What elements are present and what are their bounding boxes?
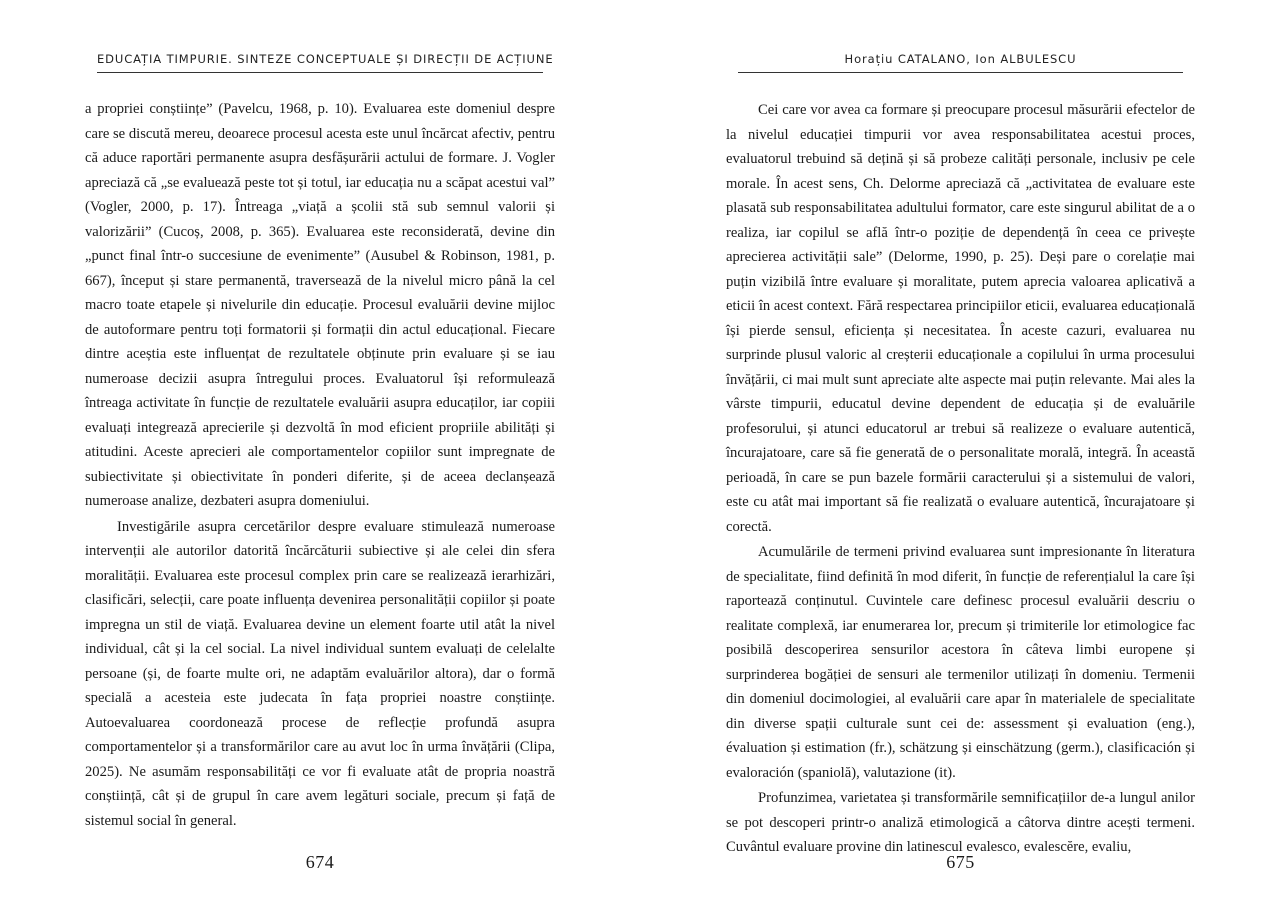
paragraph: Profunzimea, varietatea și transformările semnificațiilor de-a lungul anilor se pot descoperi printr-o analiză etimologică a câtorva dintre acești termeni. Cuvântul evaluare provine din latinescul evalesco, evalescĕre, evaliu, bbox=[726, 790, 1195, 855]
paragraph: Acumulările de termeni privind evaluarea sunt impresionante în literatura de specialitate, fiind definită în mod diferit, în funcție de referențialul la care își raportează conținutul. Cuvintele care definesc procesul evaluării descriu o realitate complexă, iar enumerarea lor, precum și trimiterile lor etimologice fac posibilă descoperirea sensurilor acestora în câteva limbi europene și surprinderea bogăției de sensuri ale termenilor utilizați în domeniu. Termenii din domeniul docimologiei, al evaluării care apar în materialele de specialitate din diverse spații culturale sunt cei de: assessment și evaluation (eng.), évaluation și estimation (fr.), schätzung și einschätzung (germ.), clasificación și evaloración (spaniolă), valutazione (it). bbox=[726, 544, 1195, 781]
right-page bbox=[726, 0, 1195, 911]
body-text-right bbox=[726, 97, 1195, 860]
paragraph: a propriei conștiințe” (Pavelcu, 1968, p. 10). Evaluarea este domeniul despre care se discută mereu, deoarece procesul acesta este unul încărcat afectiv, pentru că aduce raportări permanente asupra desfășurării actului de formare. J. Vogler apreciază că „se evaluează peste tot și totul, iar educația nu a scăpat acestui val” (Vogler, 2000, p. 17). Întreaga „viață a școlii stă sub semnul valorii și valorizării” (Cucoș, 2008, p. 365). Evaluarea este reconsiderată, devine din „punct final într-o succesiune de evenimente” (Ausubel & Robinson, 1981, p. 667), început și stare permanentă, traversează de la nivelul micro până la cel macro toate etapele și nivelurile din educație. Procesul evaluării devine mijloc de autoformare pentru toți formatorii și formații din actul educațional. Fiecare dintre aceștia este influențat de rezultatele obținute prin evaluare și se iau numeroase decizii asupra întregului proces. Evaluatorul își reformulează întreaga activitate în funcție de rezultatele evaluării asupra educaților, iar copiii evaluați integrează aprecierile și dezvoltă în mod eficient propriile abilități și atitudini. Aceste aprecieri ale comportamentelor copiilor sunt impregnate de subiectivitate și obiectivitate în ponderi diferite, și de aceea declanșează numeroase analize, dezbateri asupra domeniului. bbox=[85, 101, 555, 509]
body-text-left bbox=[85, 97, 555, 833]
paragraph: Cei care vor avea ca formare și preocupare procesul măsurării efectelor de la nivelul educației timpurii vor avea responsabilitatea acestui proces, evaluatorul trebuind să dețină și să probeze calități personale, inclusiv pe cele morale. În acest sens, Ch. Delorme apreciază că „activitatea de evaluare este plasată sub responsabilitatea adultului formator, care este singurul abilitat de a o realiza, iar copilul se află într-o poziție de dependență în ceea ce privește aprecierea activității sale” (Delorme, 1990, p. 25). Deși pare o corelație mai puțin vizibilă între evaluare și moralitate, putem aprecia valoarea aplicativă a eticii în acest context. Fără respectarea principiilor eticii, evaluarea educațională își pierde sensul, eficiența și necesitatea. În aceste cazuri, evaluarea nu surprinde plusul valoric al creșterii educaționale a copilului în urma procesului învățării, ci mai mult sunt apreciate alte aspecte mai puțin relevante. Mai ales la vârste timpurii, educatul devine dependent de educația și de evaluările profesorului, și atunci educatorul ar trebui să realizeze o evaluare autentică, încurajatoare, care să fie generată de o personalitate morală, integră. În această perioadă, în care se pun bazele formării caracterului și a sistemului de valori, este cu atât mai important să fie realizată o evaluare autentică, încurajatoare și corectă. bbox=[726, 102, 1195, 535]
page-number-left: 674 bbox=[305, 852, 335, 872]
page-number-right: 675 bbox=[946, 852, 975, 872]
running-head-left: EDUCAȚIA TIMPURIE. SINTEZE CONCEPTUALE ȘI DIRECȚII DE ACȚIUNE bbox=[97, 52, 543, 73]
running-head-right: Horațiu CATALANO, Ion ALBULESCU bbox=[738, 52, 1183, 73]
left-page bbox=[85, 0, 555, 911]
paragraph: Investigările asupra cercetărilor despre evaluare stimulează numeroase intervenții ale autorilor datorită încărcăturii subiective și ale celei din sfera moralității. Evaluarea este procesul complex prin care se realizează ierarhizări, clasificări, selecții, care poate influența devenirea personalității copiilor și poate impregna un stil de viață. Evaluarea devine un element foarte util atât la nivel individual, cât și la cel social. La nivel individual suntem evaluați de celelalte persoane (și, de foarte multe ori, ne adaptăm evaluărilor altora), dar o formă specială a acesteia este judecata în fața propriei noastre conștiințe. Autoevaluarea coordonează procese de reflecție profundă asupra comportamentelor și a transformărilor care au avut loc în urma învățării (Clipa, 2025). Ne asumăm responsabilități ce vor fi evaluate atât de propria noastră conștiință, cât și de grupul în care avem legături sociale, precum și față de sistemul social în general. bbox=[85, 518, 555, 829]
